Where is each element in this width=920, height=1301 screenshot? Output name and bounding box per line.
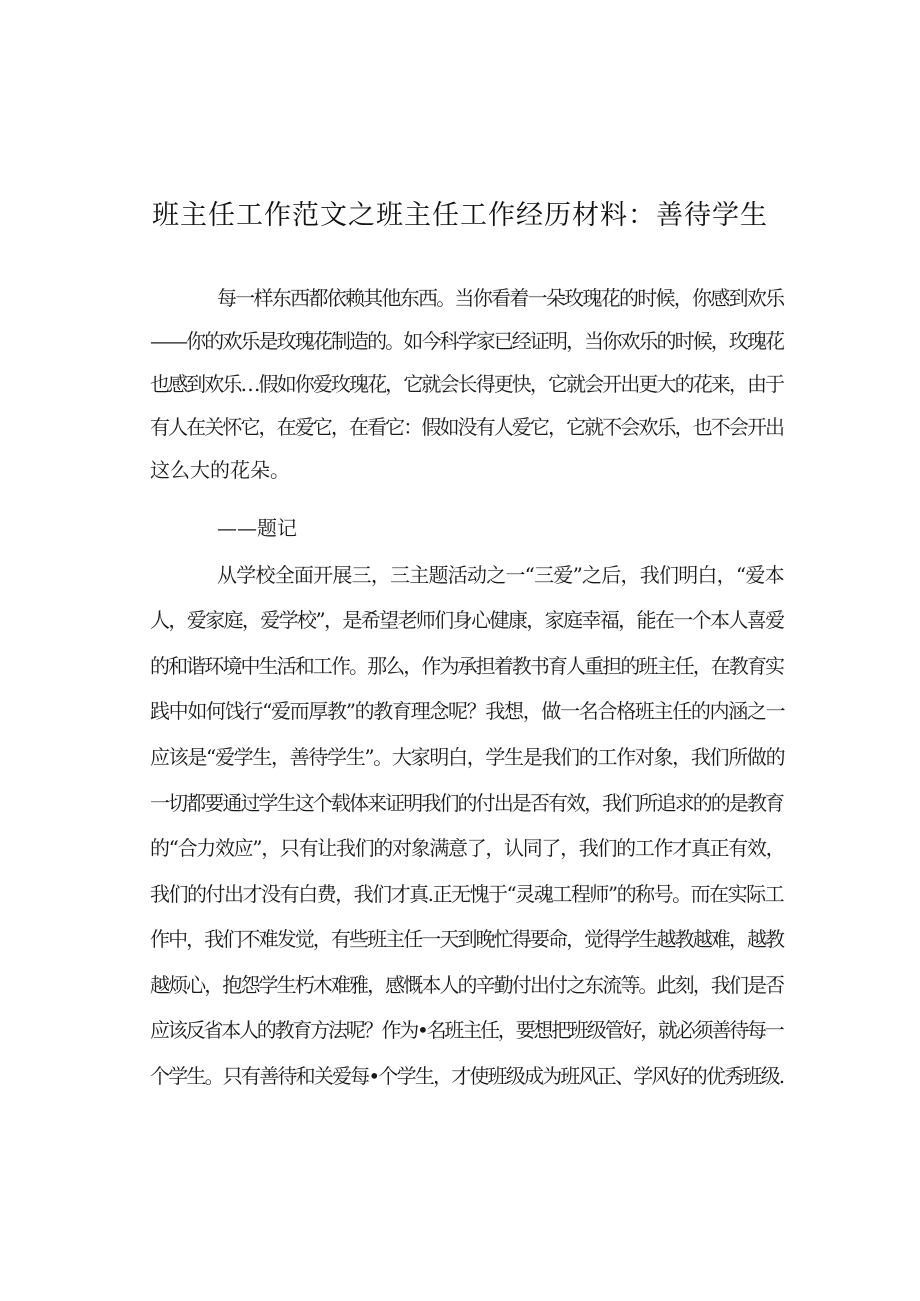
epigraph-line: ——你的欢乐是玫瑰花制造的。如今科学家已经证明，当你欢乐的时候，玫瑰花 bbox=[150, 329, 784, 353]
epigraph-line: 这么大的花朵。 bbox=[150, 458, 290, 482]
body-line: 作中，我们不难发觉，有些班主任一天到晚忙得要命，觉得学生越教越难，越教 bbox=[150, 927, 784, 951]
body-line: 个学生。只有善待和关爱每•个学生，才使班级成为班风正、学风好的优秀班级. bbox=[150, 1064, 784, 1088]
body-line: 从学校全面开展三，三主题活动之一“三爱”之后，我们明白，“爱本 bbox=[217, 563, 784, 587]
body-line: 应该反省本人的教育方法呢？作为•名班主任，要想把班级管好，就必须善待每一 bbox=[150, 1018, 783, 1042]
epigraph-line: 每一样东西都依赖其他东西。当你看着一朵玫瑰花的时候，你感到欢乐 bbox=[217, 286, 784, 310]
body-line: 的“合力效应”，只有让我们的对象满意了，认同了，我们的工作才真正有效， bbox=[150, 836, 785, 860]
body-line: 人，爱家庭，爱学校”，是希望老师们身心健康，家庭幸福，能在一个本人喜爱 bbox=[150, 608, 784, 632]
body-line: 越烦心，抱怨学生朽木难雅，感慨本人的辛勤付出付之东流等。此刻，我们是否 bbox=[150, 973, 784, 997]
body-line: 应该是“爱学生，善待学生”。大家明白，学生是我们的工作对象，我们所做的 bbox=[150, 745, 785, 769]
epigraph-line: 也感到欢乐…假如你爱玫瑰花，它就会长得更快，它就会开出更大的花来，由于 bbox=[150, 372, 784, 396]
body-line: 我们的付出才没有白费，我们才真.正无愧于“灵魂工程师”的称号。而在实际工 bbox=[150, 882, 784, 906]
body-line: 的和谐环境中生活和工作。那么，作为承担着教书育人重担的班主任，在教育实 bbox=[150, 654, 784, 678]
epigraph-source: ——题记 bbox=[217, 516, 297, 540]
body-line: 践中如何饯行“爱而厚教”的教育理念呢？我想，做一名合格班主任的内涵之一 bbox=[150, 699, 785, 723]
document-title: 班主任工作范文之班主任工作经历材料：善待学生 bbox=[152, 200, 768, 231]
body-line: 一切都要通过学生这个载体来证明我们的付出是否有效，我们所追求的的是教育 bbox=[150, 791, 784, 815]
epigraph-line: 有人在关怀它，在爱它，在看它：假如没有人爱它，它就不会欢乐，也不会开出 bbox=[150, 415, 784, 439]
